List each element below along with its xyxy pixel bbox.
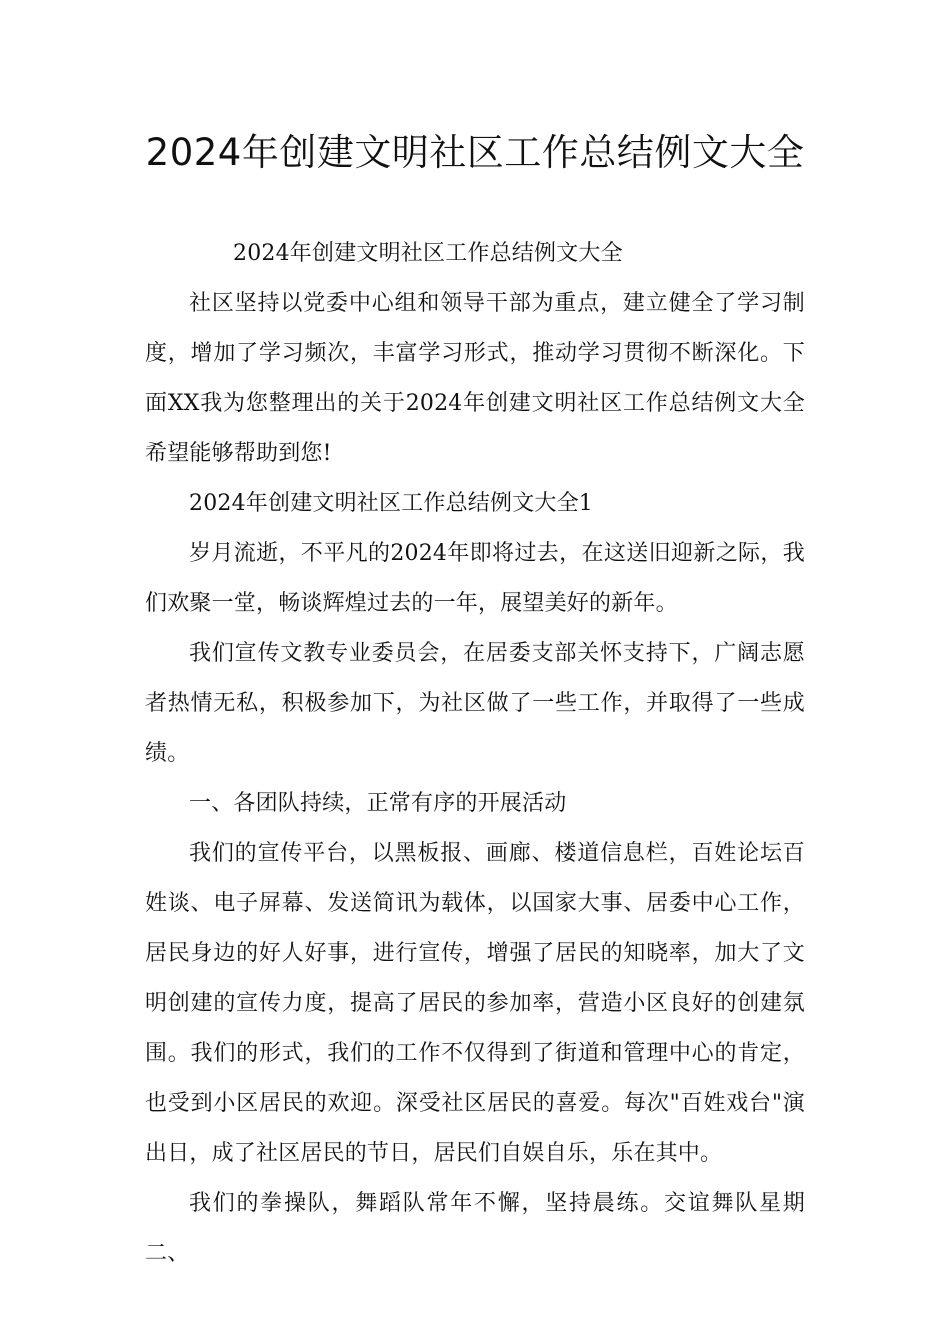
paragraph: 我们的拳操队，舞蹈队常年不懈，坚持晨练。交谊舞队星期二、	[145, 1191, 805, 1266]
document-body	[145, 229, 805, 1279]
paragraph: 我们宣传文教专业委员会，在居委支部关怀支持下，广阔志愿者热情无私，积极参加下，为社区做了一些工作，并取得了一些成绩。	[145, 641, 805, 766]
section-heading: 一、各团队持续，正常有序的开展活动	[189, 791, 567, 816]
paragraph-intro: 社区坚持以党委中心组和领导干部为重点，建立健全了学习制度，增加了学习频次，丰富学习形式，推动学习贯彻不断深化。下面XX我为您整理出的关于2024年创建文明社区工作总结例文大全希望能够帮助到您!	[145, 291, 805, 466]
paragraph: 岁月流逝，不平凡的2024年即将过去，在这送旧迎新之际，我们欢聚一堂，畅谈辉煌过去的一年，展望美好的新年。	[145, 541, 805, 616]
document-subtitle: 2024年创建文明社区工作总结例文大全	[233, 241, 623, 266]
paragraph: 我们的宣传平台，以黑板报、画廊、楼道信息栏，百姓论坛百姓谈、电子屏幕、发送简讯为载体，以国家大事、居委中心工作，居民身边的好人好事，进行宣传，增强了居民的知晓率，加大了文明创建的宣传力度，提高了居民的参加率，营造小区良好的创建氛围。我们的形式，我们的工作不仅得到了街道和管理中心的肯定，也受到小区居民的欢迎。深受社区居民的喜爱。每次"百姓戏台"演出日，成了社区居民的节日，居民们自娱自乐，乐在其中。	[145, 841, 805, 1166]
document-title: 2024年创建文明社区工作总结例文大全	[145, 131, 805, 174]
section-heading: 2024年创建文明社区工作总结例文大全1	[189, 491, 593, 516]
